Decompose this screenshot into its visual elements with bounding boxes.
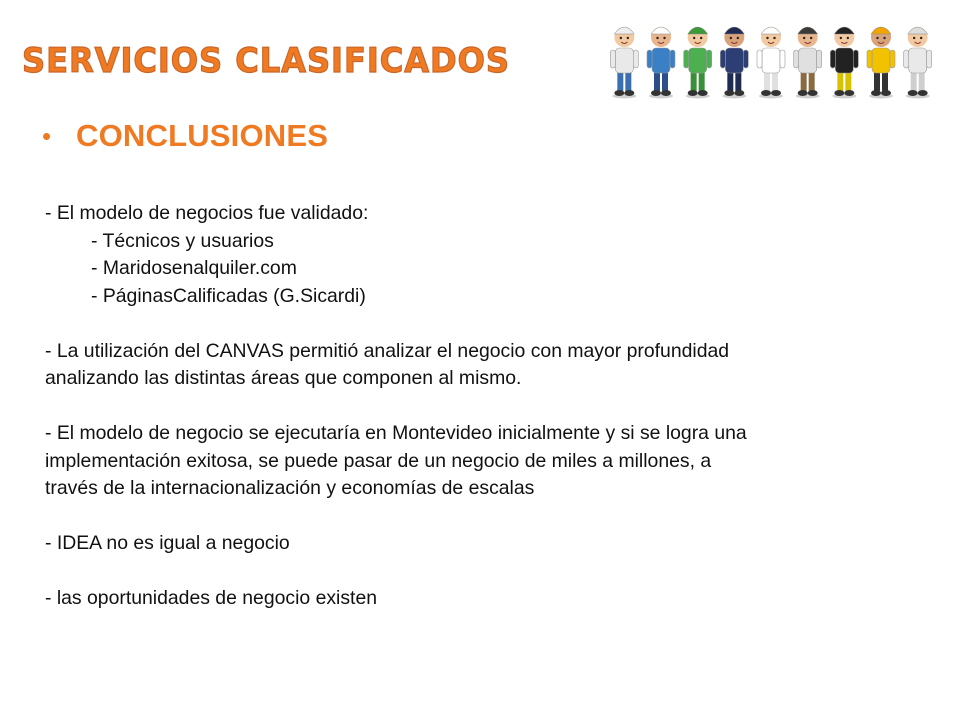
worker-figure	[867, 27, 895, 99]
heading-title: CONCLUSIONES	[76, 118, 329, 153]
heading-bullet: •	[42, 120, 52, 151]
model-paragraph-line: través de la internacionalización y economías de escalas	[45, 477, 535, 499]
sub-item: - Maridosenalquiler.com	[91, 257, 297, 279]
validated-line: - El modelo de negocios fue validado:	[45, 202, 369, 224]
model-paragraph-line: - El modelo de negocio se ejecutaría en Montevideo inicialmente y si se logra una	[45, 422, 747, 444]
sub-item: - Técnicos y usuarios	[91, 229, 274, 252]
idea-line: - IDEA no es igual a negocio	[45, 532, 290, 554]
worker-figure	[757, 27, 785, 99]
brand-logo-wordmark	[18, 34, 518, 88]
canvas-paragraph-line: analizando las distintas áreas que componen al mismo.	[45, 367, 522, 389]
worker-figure	[830, 27, 858, 99]
worker-figure	[647, 27, 675, 99]
worker-figure	[904, 27, 932, 99]
spacer	[45, 503, 925, 531]
worker-figure	[794, 27, 822, 99]
spacer	[45, 310, 925, 338]
canvas-paragraph-line: - La utilización del CANVAS permitió analizar el negocio con mayor profundidad	[45, 339, 730, 362]
worker-figure	[610, 27, 638, 99]
conclusions-body	[45, 200, 925, 613]
worker-figure	[720, 27, 748, 99]
section-heading	[42, 118, 328, 154]
worker-figure	[684, 27, 712, 99]
brand-title: SERVICIOS CLASIFICADOS	[22, 41, 510, 81]
opportunities-line: - las oportunidades de negocio existen	[45, 587, 378, 609]
worker-characters-illustration	[606, 18, 936, 100]
worker-characters-icon	[606, 18, 936, 100]
spacer	[45, 558, 925, 586]
model-paragraph-line: implementación exitosa, se puede pasar de un negocio de miles a millones, a	[45, 449, 712, 472]
sub-item: - PáginasCalificadas (G.Sicardi)	[91, 284, 366, 307]
spacer	[45, 393, 925, 421]
brand-logo	[18, 34, 518, 88]
